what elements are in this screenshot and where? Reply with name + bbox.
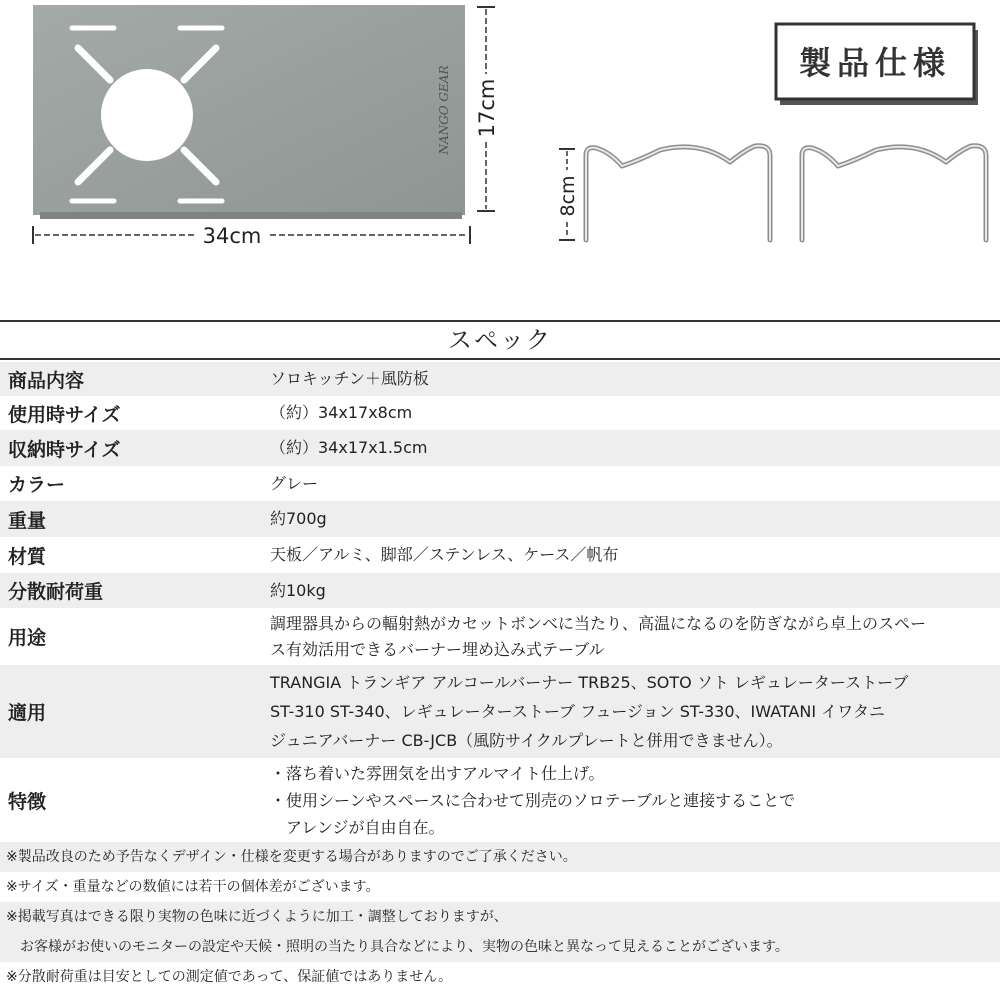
leg-frame-image-right: [802, 146, 986, 240]
spec-value: 約10kg: [270, 580, 326, 600]
height-label: 17cm: [475, 78, 499, 138]
note-row: ※掲載写真はできる限り実物の色味に近づくように加工・調整しておりますが、: [0, 902, 1000, 932]
spec-row-compatible: [0, 665, 1000, 758]
spec-value: ソロキッチン＋風防板: [270, 369, 429, 388]
spec-value-line: ST-310 ST-340、レギュレーターストーブ フュージョン ST-330、IWATANI イワタニ: [270, 702, 885, 721]
spec-label: 商品内容: [8, 369, 85, 392]
spec-label: 特徴: [8, 790, 47, 813]
spec-label: 適用: [8, 702, 47, 724]
spec-value-line: ス有効活用できるバーナー埋め込み式テーブル: [270, 639, 605, 659]
spec-value: [270, 760, 992, 841]
spec-row-contents: [0, 362, 1000, 396]
spec-value: 天板／アルミ、脚部／ステンレス、ケース／帆布: [270, 545, 619, 564]
brand-logo: NANGO GEAR: [437, 65, 451, 155]
spec-value: （約）34x17x8cm: [270, 403, 413, 422]
width-label: 34cm: [202, 224, 262, 248]
spec-row-size-stored: [0, 430, 1000, 466]
spec-value: （約）34x17x1.5cm: [270, 438, 428, 457]
product-figure: [0, 0, 1000, 300]
spec-value: グレー: [270, 473, 319, 493]
note-row: ※サイズ・重量などの数値には若干の個体差がございます。: [6, 879, 380, 895]
spec-label: 使用時サイズ: [8, 403, 121, 426]
spec-value-line: ジュニアバーナー CB-JCB（風防サイクルプレートと併用できません）。: [270, 731, 783, 750]
width-dimension: [33, 224, 470, 248]
spec-row-size-in-use: [0, 396, 1000, 430]
spec-row-load: [0, 573, 1000, 608]
leg-frame-image-left: [586, 146, 770, 240]
spec-row-color: [0, 466, 1000, 501]
spec-value-line: ・落ち着いた雰囲気を出すアルマイト仕上げ。: [270, 763, 605, 783]
note-row: ※分散耐荷重は目安としての測定値であって、保証値ではありません。: [6, 969, 453, 985]
leg-height-dimension: [557, 149, 579, 240]
spec-label: 収納時サイズ: [8, 438, 121, 461]
spec-value-line: TRANGIA トランギア アルコールバーナー TRB25、SOTO ソト レギュレーターストーブ: [270, 673, 909, 692]
spec-row-material: [0, 537, 1000, 573]
top-plate-image: [33, 5, 465, 219]
spec-label: 用途: [8, 627, 47, 649]
spec-title: スペック: [0, 320, 1000, 360]
leg-height-label: 8cm: [557, 175, 579, 217]
spec-label: 材質: [8, 545, 47, 568]
spec-row-features: [0, 758, 1000, 842]
height-dimension: [475, 7, 499, 211]
note-row: お客様がお使いのモニターの設定や天候・照明の当たり具合などにより、実物の色味と異なって見えることがございます。: [0, 932, 1000, 962]
spec-value: [270, 611, 992, 663]
spec-value: [270, 668, 992, 755]
spec-badge: [776, 24, 978, 105]
spec-value-line: アレンジが自由自在。: [270, 817, 445, 837]
note-row: ※製品改良のため予告なくデザイン・仕様を変更する場合がありますのでご了承ください。: [0, 842, 1000, 872]
spec-label: 分散耐荷重: [8, 581, 104, 603]
spec-value: 約700g: [270, 509, 327, 528]
spec-value-line: 調理器具からの輻射熱がカセットボンベに当たり、高温になるのを防ぎながら卓上のスペー: [270, 613, 927, 633]
spec-label: 重量: [8, 509, 47, 532]
spec-row-usage: [0, 608, 1000, 665]
spec-value-line: ・使用シーンやスペースに合わせて別売のソロテーブルと連接することで: [270, 790, 796, 810]
badge-label: 製品仕様: [798, 44, 952, 82]
spec-row-weight: [0, 501, 1000, 537]
spec-label: カラー: [8, 474, 66, 496]
